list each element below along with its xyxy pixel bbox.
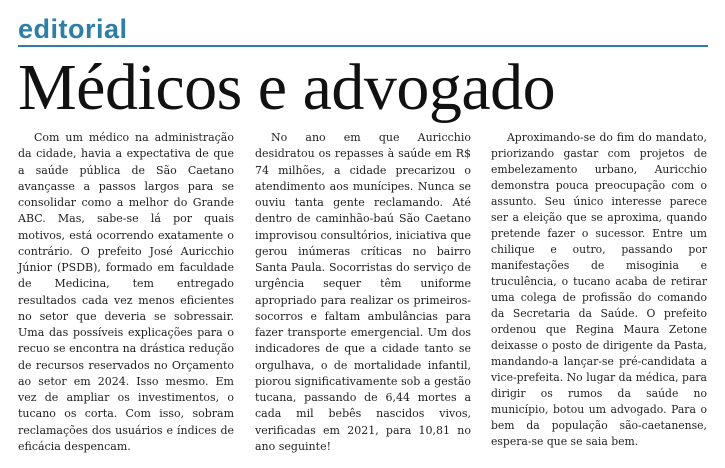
headline: Médicos e advogado — [18, 51, 556, 124]
section-divider — [18, 45, 708, 47]
paragraph: Aproximando-se do fim do mandato, priorizando gastar com projetos de embelezamento urbano, Auricchio demonstra pouca preocupação com o assunto. Seu único interesse parece ser a eleição que se aproxima, quando pretende fazer o sucessor. Entre um chilique e outro, passando por manifestações de misoginia e truculência, o tucano acaba de retirar uma colega de profissão do comando da Secretaria da Saúde. O prefeito ordenou que Regina Maura Zetone deixasse o posto de dirigente da Pasta, mandando-a lançar-se pré-candidata a vice-prefeita. No lugar da médica, para dirigir os rumos da saúde no município, botou um advogado. Para o bem da população são-caetanense, espera-se que se saia bem. — [491, 131, 707, 448]
section-label: editorial — [18, 14, 128, 44]
article-column-3 — [491, 130, 707, 450]
article-column-2 — [255, 130, 471, 455]
paragraph: No ano em que Auricchio desidratou os repasses à saúde em R$ 74 milhões, a cidade precarizou o atendimento aos munícipes. Nunca se ouviu tanta gente reclamando. Até dentro de caminhão-baú São Caetano improvisou consultórios, iniciativa que gerou inúmeras críticas no bairro Santa Paula. Socorristas do serviço de urgência sequer têm uniforme apropriado para realizar os primeiros-socorros e faltam ambulâncias para fazer transporte emergencial. Um dos indicadores de que a cidade tanto se orgulhava, o de mortalidade infantil, piorou significativamente sob a gestão tucana, passando de 6,44 mortes a cada mil bebês nascidos vivos, verificadas em 2021, para 10,81 no ano seguinte! — [255, 131, 471, 453]
article-column-1 — [18, 130, 234, 455]
paragraph: Com um médico na administração da cidade, havia a expectativa de que a saúde pública de São Caetano avançasse a passos largos para se consolidar como a melhor do Grande ABC. Mas, sabe-se lá por quais motivos, está ocorrendo exatamente o contrário. O prefeito José Auricchio Júnior (PSDB), formado em faculdade de Medicina, tem entregado resultados cada vez menos eficientes no setor que deveria se sobressair. Uma das possíveis explicações para o recuo se encontra na drástica redução de recursos reservados no Orçamento ao setor em 2024. Isso mesmo. Em vez de ampliar os investimentos, o tucano os corta. Com isso, sobram reclamações dos usuários e índices de eficácia despencam. — [18, 131, 234, 453]
